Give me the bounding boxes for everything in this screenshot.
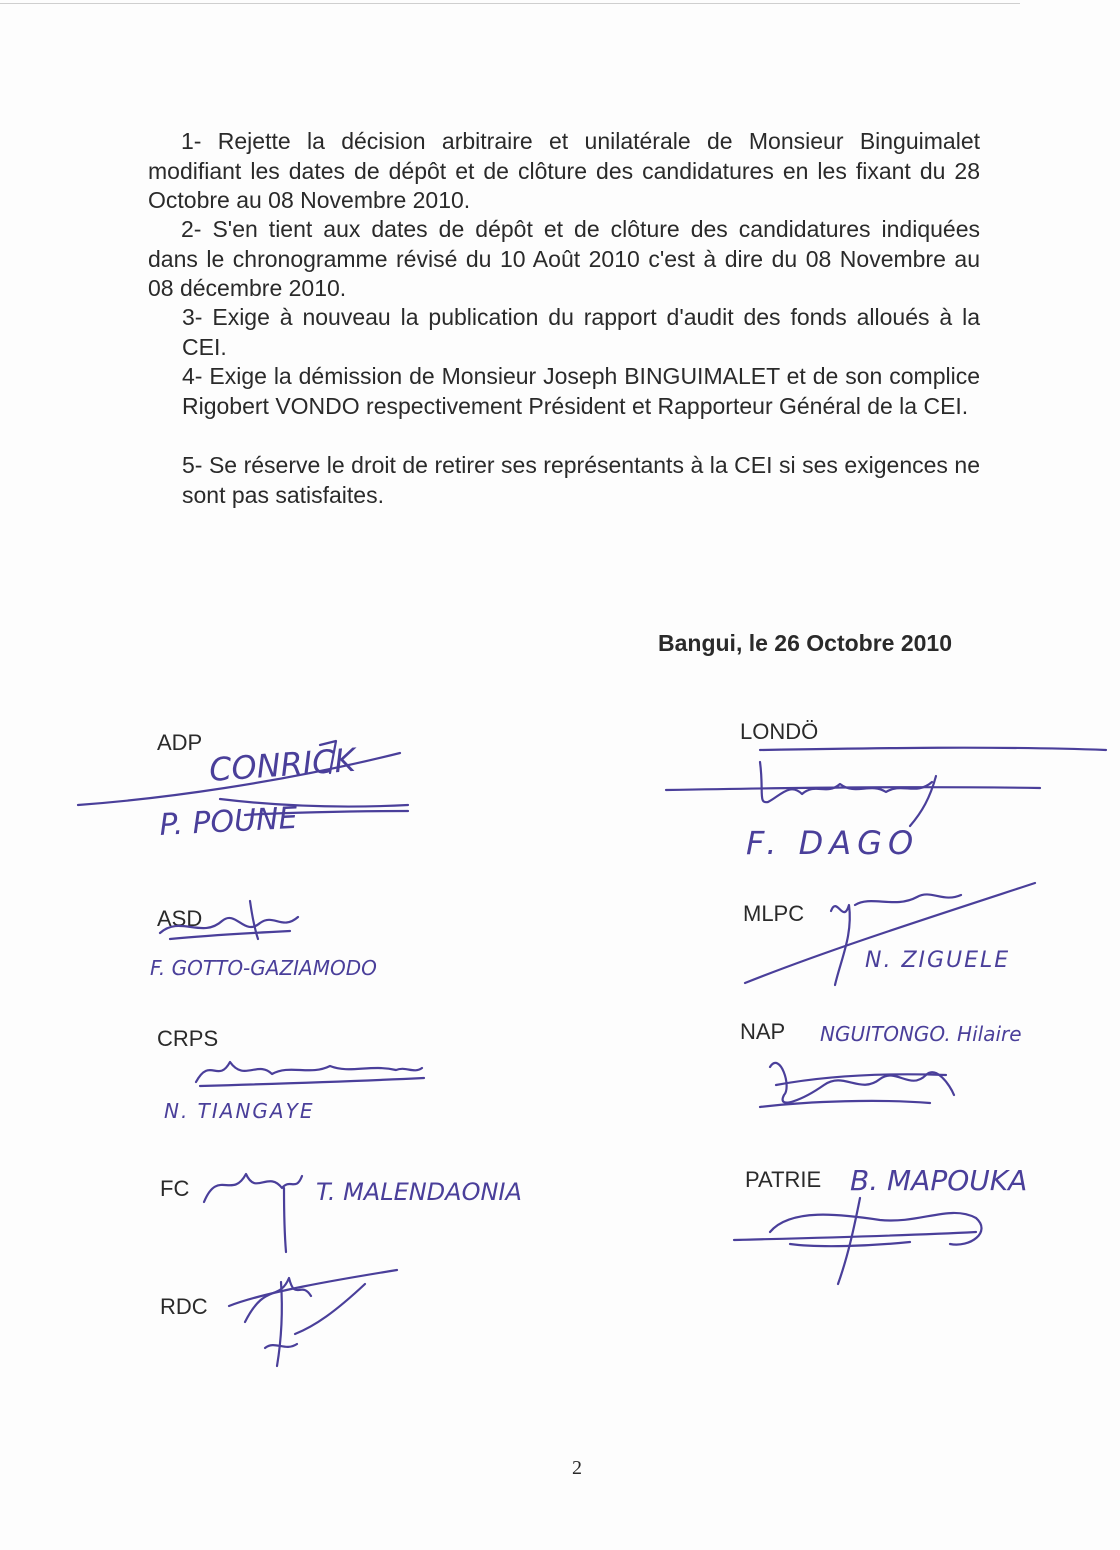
- signature-name-nap: NGUITONGO. Hilaire: [820, 1022, 1022, 1046]
- signature-londo: [660, 742, 1120, 867]
- party-label-fc: FC: [160, 1176, 190, 1201]
- party-label-patrie: PATRIE: [745, 1167, 822, 1192]
- signature-nap: [740, 1015, 1080, 1125]
- party-label-londo: LONDÖ: [740, 719, 819, 744]
- signature-name-asd: F. GOTTO-GAZIAMODO: [150, 956, 377, 980]
- item-5: 5- Se réserve le droit de retirer ses représentants à la CEI si ses exigences ne sont pas satisfaites.: [182, 452, 980, 508]
- signature-mlpc: [735, 875, 1075, 990]
- party-label-asd: ASD: [157, 906, 203, 931]
- party-label-adp: ADP: [157, 730, 203, 755]
- item-4: 4- Exige la démission de Monsieur Joseph BINGUIMALET et de son complice Rigobert VONDO respectivement Président et Rapporteur Général de la CEI.: [182, 363, 980, 419]
- party-label-mlpc: MLPC: [743, 901, 805, 926]
- signature-patrie: [730, 1148, 1050, 1293]
- signature-name-fc: T. MALENDAONIA: [316, 1178, 522, 1206]
- signature-crps: [160, 1042, 440, 1132]
- item-2: 2- S'en tient aux dates de dépôt et de clôture des candidatures indiquées dans le chronogramme révisé du 10 Août 2010 c'est à dire du 08 Novembre au 08 décembre 2010.: [148, 216, 980, 301]
- page-number: 2: [572, 1457, 582, 1479]
- signature-name-londo: F. DAGO: [746, 824, 920, 862]
- signature-name-mlpc: N. ZIGUELE: [865, 948, 1011, 973]
- item-3: 3- Exige à nouveau la publication du rapport d'audit des fonds alloués à la CEI.: [182, 304, 980, 360]
- signature-asd: [140, 895, 400, 985]
- party-label-crps: CRPS: [157, 1026, 219, 1051]
- scan-edge-line: [0, 3, 1020, 4]
- signature-fc: [198, 1148, 538, 1258]
- item-1: 1- Rejette la décision arbitraire et unilatérale de Monsieur Binguimalet modifiant les dates de dépôt et de clôture des candidatures en les fixant du 28 Octobre au 08 Novembre 2010.: [148, 128, 980, 213]
- signature-name-crps: N. TIANGAYE: [164, 1099, 315, 1123]
- signature-name-adp-1: CONRICK: [207, 740, 357, 789]
- signature-name-adp-2: P. POUNE: [158, 800, 299, 843]
- place-date: Bangui, le 26 Octobre 2010: [658, 630, 953, 656]
- party-label-rdc: RDC: [160, 1294, 208, 1319]
- signature-rdc: [225, 1262, 405, 1372]
- party-label-nap: NAP: [740, 1019, 786, 1044]
- signature-name-patrie: B. MAPOUKA: [850, 1164, 1028, 1197]
- signature-adp: [70, 735, 420, 860]
